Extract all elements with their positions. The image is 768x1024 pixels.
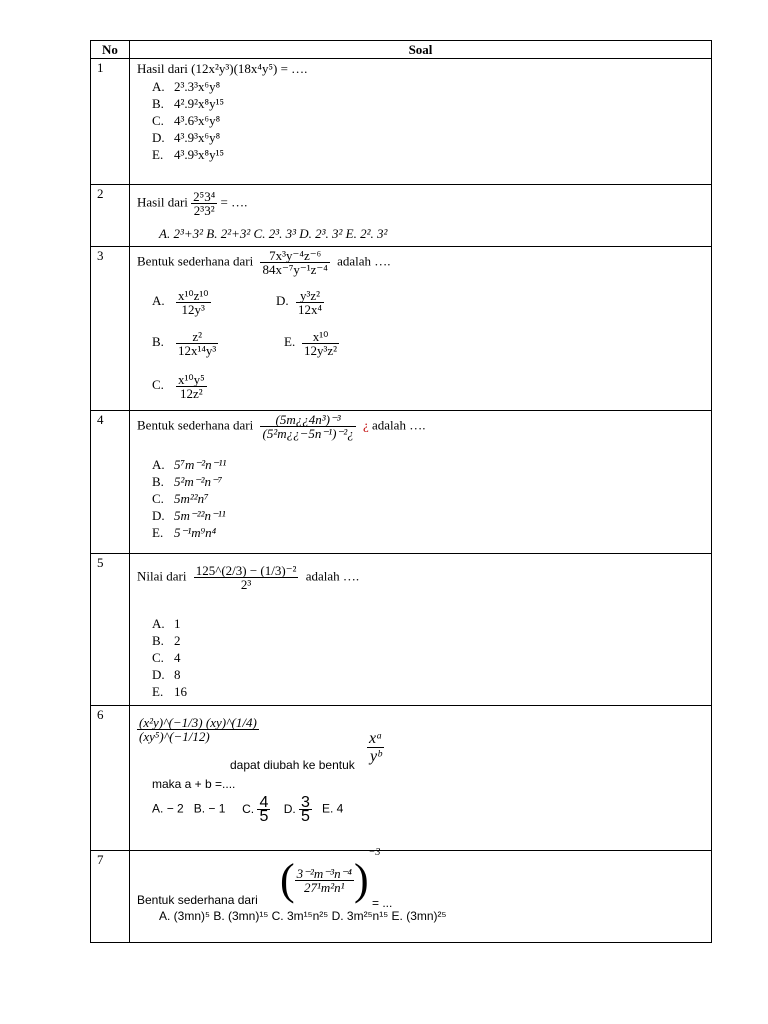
table-row (91, 411, 712, 554)
table-row (91, 247, 712, 411)
question-cell (130, 554, 712, 706)
table-row (91, 554, 712, 706)
row-number: 7 (91, 851, 130, 943)
question-cell (130, 59, 712, 185)
table-row (91, 185, 712, 247)
question-text: Bentuk sederhana dari $\frac{\text{(5m¿¿4n³)⁻³}}{\text{(5²m¿¿−5n⁻¹)⁻²¿}}$ ¿ adalah …. (137, 412, 426, 441)
table-row (91, 706, 712, 851)
question-cell (130, 247, 712, 411)
option-b: B. $\frac{\text{z²}}{\text{12x¹⁴y³}}$ (152, 329, 217, 358)
option-c: C. 4³.6³x⁶y⁸ (152, 113, 221, 128)
option-b: B. 2 (152, 633, 181, 648)
option-a: A. 2³.3³x⁶y⁸ (152, 79, 221, 94)
question-text: Bentuk sederhana dari $\frac{\text{7x³y⁻⁴z⁻⁶}}{\text{84x⁻⁷y⁻¹z⁻⁴}}$ adalah …. (137, 248, 391, 277)
option-e: E. 4³.9³x⁸y¹⁵ (152, 147, 225, 162)
options-line: A. (3mn)⁵ B. (3mn)¹⁵ C. 3m¹⁵n²⁵ D. 3m²⁵n¹⁵ E. (3mn)²⁵ (159, 909, 447, 923)
question-text: Hasil dari $\frac{\text{2⁵3⁴}}{\text{2³3²}}$ = …. (137, 189, 248, 218)
question-cell (130, 411, 712, 554)
question-prefix: Bentuk sederhana dari (137, 893, 258, 907)
row-number: 5 (91, 554, 130, 706)
question-cell (130, 847, 712, 943)
question-table (90, 40, 712, 943)
question-fraction: $\frac{\text{125\textasciicircum{}(2/3) − (1/3)⁻²}}{\text{2³}}$ (195, 563, 297, 592)
option-a: A. $\frac{\text{x¹⁰z¹⁰}}{\text{12y³}}$ (152, 288, 209, 317)
question-text: Nilai dari $\frac{\text{125\textasciicircum{}(2/3) − (1/3)⁻²}}{\text{2³}}$ adalah …. (137, 563, 360, 592)
option-a: A. − 2 (152, 801, 184, 816)
option-e: E. $\frac{\text{x¹⁰}}{\text{12y³z²}}$ (284, 329, 338, 358)
options-line (152, 796, 343, 823)
option-b: B. 4².9²x⁸y¹⁵ (152, 96, 225, 111)
option-e: E. 5⁻¹m⁹n⁴ (152, 525, 217, 540)
option-b: B. − 1 (193, 801, 226, 816)
header-soal: Soal (130, 41, 712, 59)
option-e: E. 16 (152, 684, 187, 699)
question-suffix: = ... (372, 896, 393, 910)
table-header-row (91, 41, 712, 59)
question-fraction: $\frac{\text{(5m¿¿4n³)⁻³}}{\text{(5²m¿¿−5n⁻¹)⁻²¿}}$ (262, 412, 354, 441)
row-number: 6 (91, 706, 130, 851)
option-d: D. $\frac{\text{y³z²}}{\text{12x⁴}}$ (276, 288, 323, 317)
option-a: A. 5⁷m⁻²n⁻¹¹ (152, 457, 227, 472)
option-a: A. 1 (152, 616, 181, 631)
option-c: C. $\frac{4}{5}$ (242, 794, 269, 825)
question-fraction: $\frac{\text{2⁵3⁴}}{\text{2³3²}}$ (193, 189, 216, 218)
question-fraction: $\frac{\text{7x³y⁻⁴z⁻⁶}}{\text{84x⁻⁷y⁻¹z⁻⁴}}$ (262, 248, 328, 277)
option-c: C. $\frac{\text{x¹⁰y⁵}}{\text{12z²}}$ (152, 372, 205, 401)
expression-fraction: $\frac{\text{(x²y)\textasciicircum{}(−1/3) (xy)\textasciicircum{}(1/4)}}{\text{(xy⁵)\textasciicircum{}(−1/12)}}$ (139, 715, 257, 744)
table-row (91, 59, 712, 185)
middle-text: dapat diubah ke bentuk (230, 758, 355, 772)
row-number: 1 (91, 59, 130, 185)
question-cell (130, 185, 712, 247)
option-b: B. 5²m⁻²n⁻⁷ (152, 474, 223, 489)
header-no: No (91, 41, 130, 59)
option-e: E. 4 (321, 801, 344, 816)
question-cell (130, 706, 712, 851)
option-d: D. 4³.9³x⁶y⁸ (152, 130, 221, 145)
row-number: 3 (91, 247, 130, 411)
option-d: D. 5m⁻²²n⁻¹¹ (152, 508, 226, 523)
option-c: C. 4 (152, 650, 181, 665)
option-d: D. $\frac{3}{5}$ (283, 794, 310, 825)
table-row (91, 851, 712, 943)
option-d: D. 8 (152, 667, 181, 682)
question-text: Hasil dari (12x²y³)(18x⁴y⁵) = …. (137, 61, 308, 76)
target-fraction: $\frac{\text{xᵃ}}{\text{yᵇ}}$ (369, 730, 383, 765)
question-fraction: ( $\frac{\text{3⁻²m⁻³n⁻⁴}}{\text{27¹m²n¹}}$ )$^{-3}$ (280, 847, 381, 905)
maka-text: maka a + b =.... (152, 777, 236, 791)
row-number: 4 (91, 411, 130, 554)
options-line: A. 2³+3² B. 2²+3² C. 2³. 3³ D. 2³. 3² E. 2². 3² (159, 226, 388, 241)
option-c: C. 5m²²n⁷ (152, 491, 209, 506)
row-number: 2 (91, 185, 130, 247)
